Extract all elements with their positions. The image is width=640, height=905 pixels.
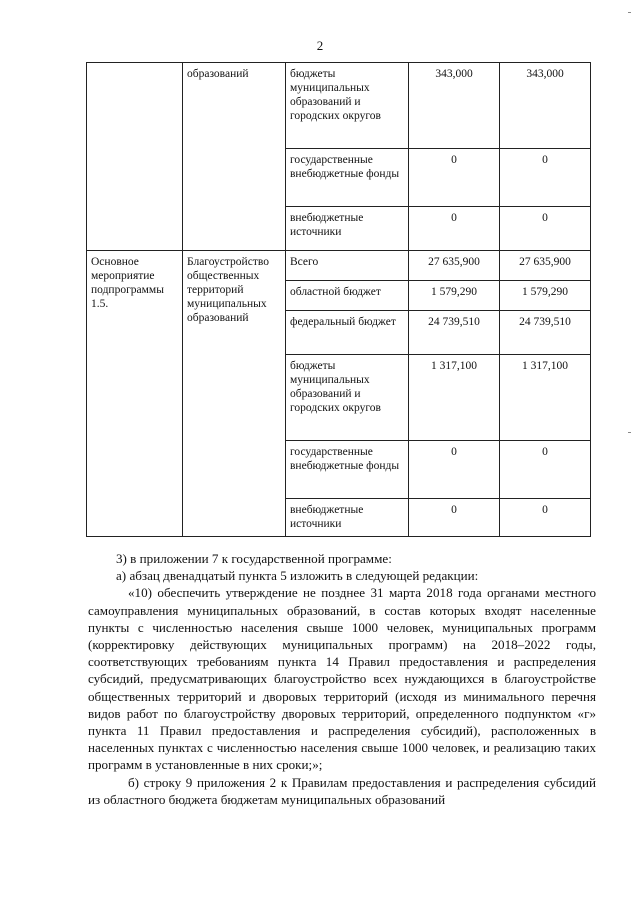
table-cell-source: бюджеты муниципальных образований и городских округов xyxy=(286,63,409,149)
table-cell-value: 1 579,290 xyxy=(409,281,500,311)
paragraph: «10) обеспечить утверждение не позднее 31 марта 2018 года органами местного самоуправления муниципальных образований, в состав которых входят населенные пункты с численностью населения свыше 1000 человек, муниципальных программ (корректировку действующих муниципальных программ) на 2018–2022 годы, соответствующих требованиям пункта 14 Правил предоставления и распределения субсидий, предусматривающих благоустройство всех нуждающихся в благоустройстве общественных территорий и дворовых территорий (исходя из минимального перечня видов работ по благоустройству дворовых территорий, определенного подпунктом «г» пункта 11 Правил предоставления и распределения субсидий), расположенных в населенных пунктах с численностью населения свыше 1000 человек, и реализацию таких программ в установленные в них сроки;»; xyxy=(88,585,596,773)
table-cell-source: бюджеты муниципальных образований и городских округов xyxy=(286,355,409,441)
budget-table xyxy=(86,62,591,537)
page-number: 2 xyxy=(316,38,324,53)
scan-artifact xyxy=(628,12,631,13)
table-cell-value: 0 xyxy=(500,149,591,207)
table-cell-value: 343,000 xyxy=(500,63,591,149)
table-cell-value: 343,000 xyxy=(409,63,500,149)
table-cell-source: Всего xyxy=(286,251,409,281)
table-cell-value: 0 xyxy=(500,207,591,251)
table-cell-value: 0 xyxy=(409,149,500,207)
paragraph: а) абзац двенадцатый пункта 5 изложить в следующей редакции: xyxy=(116,568,479,584)
table-cell-source: государственные внебюджетные фонды xyxy=(286,441,409,499)
table-cell-value: 27 635,900 xyxy=(409,251,500,281)
table-cell-value: 0 xyxy=(500,499,591,537)
table-cell-source: внебюджетные источники xyxy=(286,499,409,537)
table-cell-value: 24 739,510 xyxy=(500,311,591,355)
table-cell-value: 0 xyxy=(409,441,500,499)
paragraph: б) строку 9 приложения 2 к Правилам предоставления и распределения субсидий из областного бюджета бюджетам муниципальных образований xyxy=(88,774,596,807)
table-cell-value: 0 xyxy=(409,499,500,537)
table-cell-program: образований xyxy=(183,63,286,251)
body-text xyxy=(88,550,596,808)
table-row xyxy=(87,251,591,281)
table-cell-value: 1 317,100 xyxy=(500,355,591,441)
table-cell-value: 1 317,100 xyxy=(409,355,500,441)
table-cell-source: федеральный бюджет xyxy=(286,311,409,355)
table-cell-value: 0 xyxy=(409,207,500,251)
table-cell-value: 27 635,900 xyxy=(500,251,591,281)
paragraph: 3) в приложении 7 к государственной программе: xyxy=(116,551,392,566)
table-cell-value: 24 739,510 xyxy=(409,311,500,355)
table-cell-activity xyxy=(87,63,183,251)
table-cell-source: внебюджетные источники xyxy=(286,207,409,251)
table-cell-source: государственные внебюджетные фонды xyxy=(286,149,409,207)
table-cell-value: 1 579,290 xyxy=(500,281,591,311)
table-row xyxy=(87,63,591,149)
scan-artifact xyxy=(628,432,631,433)
table-cell-value: 0 xyxy=(500,441,591,499)
table-cell-source: областной бюджет xyxy=(286,281,409,311)
table-cell-program: Благоустройство общественных территорий муниципальных образований xyxy=(183,251,286,537)
table-cell-activity: Основное мероприятие подпрограммы 1.5. xyxy=(87,251,183,537)
